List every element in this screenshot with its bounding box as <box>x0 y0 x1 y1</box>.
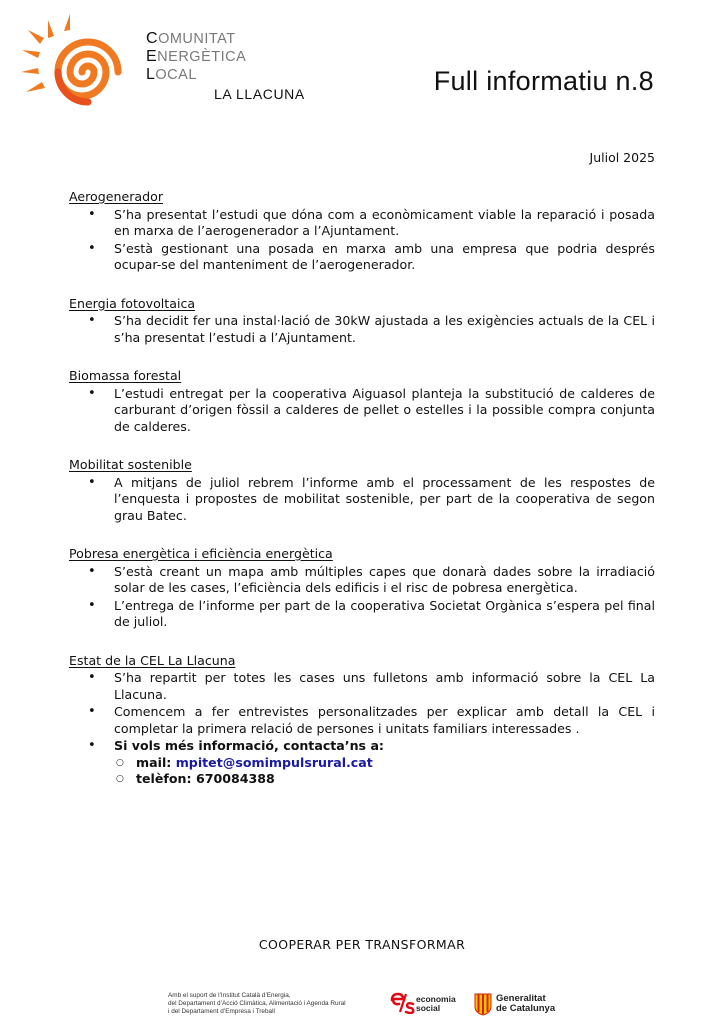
section-pobresa-energetica <box>69 546 655 631</box>
section-aerogenerador <box>69 189 655 274</box>
phone-number: 670084388 <box>195 771 275 786</box>
list-item: • L’estudi entregat per la cooperativa Aiguasol planteja la substitució de calderes de carburant d’origen fòssil a calderes de pellet o estelles i la possible compra conjunta de calderes. <box>69 386 655 436</box>
email-link[interactable]: mpitet@somimpulsrural.cat <box>175 754 373 770</box>
contact-phone <box>114 771 655 788</box>
section-biomassa-forestal <box>69 368 655 435</box>
contact-item <box>69 738 655 788</box>
list-item: • Comencem a fer entrevistes personalitzades per explicar amb detall la CEL i completar la primera relació de persones i unitats familiars interessades . <box>69 704 655 737</box>
section-energia-fotovoltaica <box>69 296 655 347</box>
generalitat-logo-icon <box>474 992 492 1016</box>
organization-name: COMUNITAT ENERGÈTICA LOCAL <box>146 30 247 83</box>
economia-social-logo-icon <box>389 992 415 1014</box>
list-item: • S’ha repartit per totes les cases uns fulletons amb informació sobre la CEL La Llacuna. <box>69 670 655 703</box>
phone-label: telèfon: <box>136 771 196 786</box>
economia-social-text: economia social <box>416 994 456 1013</box>
support-text: Amb el suport de l’Institut Català d’Energia, del Departament d’Acció Climàtica, Alimentació i Agenda Rural i del Departament d’Empresa i Treball <box>168 992 346 1015</box>
section-title: Biomassa forestal <box>69 368 182 383</box>
section-title: Pobresa energètica i eficiència energètica <box>69 546 333 561</box>
town-name: LA LLACUNA <box>214 86 305 102</box>
section-title: Mobilitat sostenible <box>69 457 192 472</box>
document-date: Juliol 2025 <box>589 150 655 165</box>
list-item: • S’està gestionant una posada en marxa amb una empresa que podria després ocupar-se del manteniment de l’aerogenerador. <box>69 241 655 274</box>
section-title: Energia fotovoltaica <box>69 295 196 311</box>
sun-spiral-logo-icon <box>18 12 138 124</box>
section-title: Estat de la CEL La Llacuna <box>69 652 236 668</box>
document-title: Full informatiu n.8 <box>433 66 654 96</box>
list-item: • S’ha decidit fer una instal·lació de 30kW ajustada a les exigències actuals de la CEL i s’ha presentat l’estudi a l’Ajuntament. <box>69 313 655 346</box>
mail-label: mail: <box>136 754 176 770</box>
section-estat-cel <box>69 653 655 788</box>
list-item: • A mitjans de juliol rebrem l’informe amb el processament de les respostes de l’enquesta i propostes de mobilitat sostenible, per part de la cooperativa de segon grau Batec. <box>69 475 655 525</box>
list-item: • S’està creant un mapa amb múltiples capes que donarà dades sobre la irradiació solar de les cases, l’eficiència dels edificis i el risc de pobresa energètica. <box>69 564 655 597</box>
motto: COOPERAR PER TRANSFORMAR <box>258 937 466 952</box>
section-title: Aerogenerador <box>69 189 163 204</box>
section-mobilitat-sostenible <box>69 457 655 524</box>
list-item: • L’entrega de l’informe per part de la cooperativa Societat Orgànica s’espera pel final de juliol. <box>69 598 655 631</box>
contact-heading: Si vols més informació, contacta’ns a: <box>114 738 384 753</box>
newsletter-body <box>69 189 655 789</box>
generalitat-text: Generalitat de Catalunya <box>496 993 556 1014</box>
list-item: • S’ha presentat l’estudi que dóna com a econòmicament viable la reparació i posada en marxa de l’aerogenerador a l’Ajuntament. <box>69 207 655 240</box>
contact-mail <box>114 755 655 772</box>
